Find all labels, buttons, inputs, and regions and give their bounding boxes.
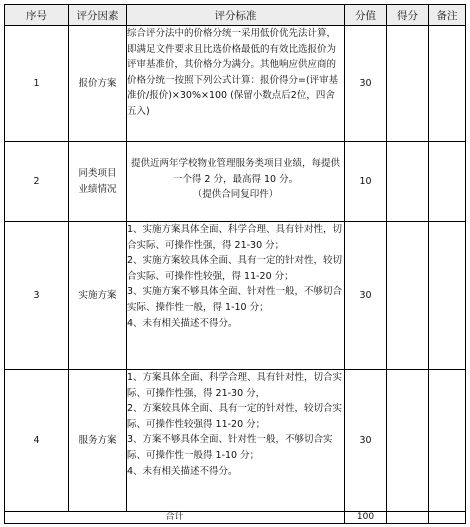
row-number: 4 [5,370,69,512]
scoring-factor [69,222,127,370]
criteria-text: 4、未有相关描述不得分。 [127,465,238,477]
row-number: 3 [5,222,69,370]
criteria-text: 1、方案具体全面、科学合理、具有针对性，切合实际、可操作性强，得 21-30 分， [127,372,343,399]
factor-text: 报价方案 [78,77,117,89]
score-cell [387,222,429,370]
scoring-criteria [127,142,345,222]
factor-text: 同类项目 [78,167,117,179]
remark-cell [429,370,466,512]
score-cell [387,512,429,524]
header-row [5,5,466,26]
criteria-text: 提供近两年学校物业管理服务类项目业绩，每提供一个得 2 分，最高得 10 分。 [130,158,340,185]
scoring-criteria [127,222,345,370]
table-row [5,142,466,222]
header-criteria: 评分标准 [127,5,345,26]
header-remark: 备注 [429,5,466,26]
total-label: 合计 [5,512,345,524]
remark-cell [429,222,466,370]
total-row [5,512,466,524]
header-no: 序号 [5,5,69,26]
table-row [5,222,466,370]
factor-text: 实施方案 [78,289,117,301]
remark-cell [429,512,466,524]
criteria-text: 3、方案不够具体全面、针对性一般，不够切合实际、可操作性一般得 1-10 分； [127,434,333,461]
remark-cell [429,26,466,142]
criteria-text: 1、实施方案具体全面、科学合理、具有针对性，切合实际、可操作性强，得 21-30 分； [127,224,343,251]
row-number: 2 [5,142,69,222]
scoring-table [4,4,466,524]
score-value: 30 [345,222,387,370]
row-number: 1 [5,26,69,142]
criteria-text: 2、方案较具体全面、具有一定的针对性，较切合实际、可操作性较强得 11-20 分； [127,403,343,430]
score-value: 10 [345,142,387,222]
header-factor: 评分因素 [69,5,127,26]
score-value: 30 [345,26,387,142]
score-cell [387,370,429,512]
scoring-criteria [127,26,345,142]
score-cell [387,142,429,222]
factor-text: 业绩情况 [78,183,117,195]
table-row [5,26,466,142]
criteria-text: （提供合同复印件） [192,189,279,201]
header-points: 得分 [387,5,429,26]
criteria-text: 2、实施方案较具体全面、具有一定的针对性，较切合实际、可操作性较强，得 11-20 分； [127,255,343,282]
table-row [5,370,466,512]
total-score: 100 [345,512,387,524]
scoring-criteria [127,370,345,512]
criteria-text: 3、实施方案不够具体全面、针对性一般，不够切合实际、操作性一般，得 1-10 分； [127,286,343,313]
header-score: 分值 [345,5,387,26]
scoring-factor [69,142,127,222]
factor-text: 服务方案 [78,434,117,446]
scoring-factor [69,370,127,512]
scoring-factor [69,26,127,142]
criteria-text: 4、未有相关描述不得分。 [127,317,238,329]
score-cell [387,26,429,142]
score-value: 30 [345,370,387,512]
remark-cell [429,142,466,222]
criteria-text: 综合评分法中的价格分统一采用低价优先法计算，即满足文件要求且比选价格最低的有效比选报价为评审基准价，其价格分为满分。其他响应供应商的价格分统一按照下列公式计算：报价得分=(评审基准价/报价)×30%×100 (保留小数点后2位，四舍五入) [127,28,339,117]
